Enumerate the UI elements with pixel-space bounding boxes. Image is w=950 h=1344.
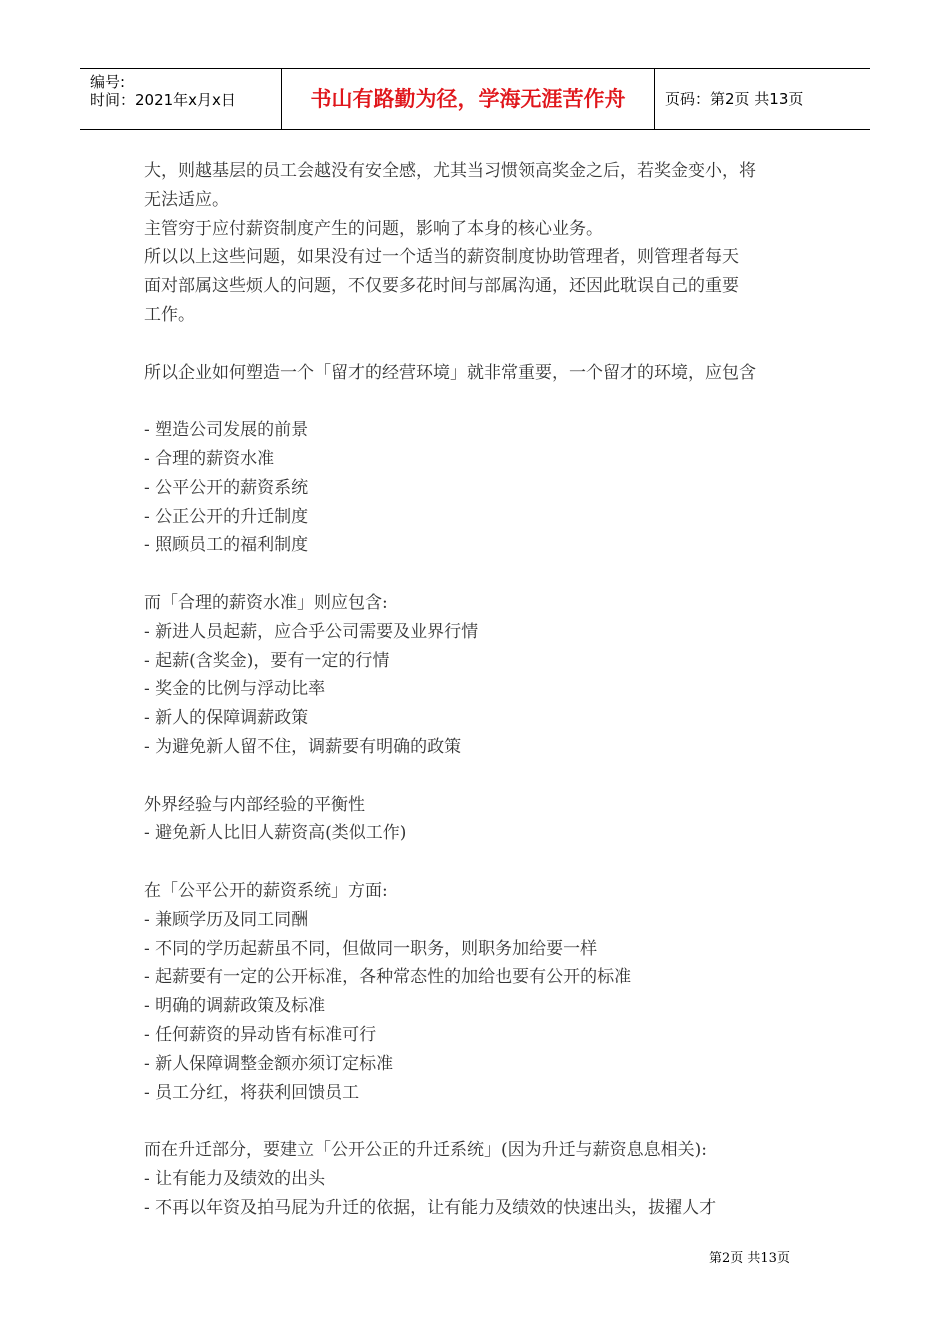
list-item: - 塑造公司发展的前景 bbox=[144, 420, 309, 441]
page-footer: 第2页 共13页 bbox=[709, 1251, 790, 1266]
list-item: - 任何薪资的异动皆有标准可行 bbox=[144, 1024, 377, 1045]
paragraph-line: 所以企业如何塑造一个「留才的经营环境」就非常重要，一个留才的环境，应包含 bbox=[144, 362, 756, 383]
blank-line bbox=[144, 848, 824, 877]
list-item: - 为避免新人留不住，调薪要有明确的政策 bbox=[144, 736, 462, 757]
document-number-label: 编号: bbox=[90, 73, 126, 91]
list-item: - 公平公开的薪资系统 bbox=[144, 477, 309, 498]
header-motto: 书山有路勤为径，学海无涯苦作舟 bbox=[282, 69, 655, 129]
list-item: - 让有能力及绩效的出头 bbox=[144, 1168, 326, 1189]
paragraph-line: 大，则越基层的员工会越没有安全感，尤其当习惯领高奖金之后，若奖金变小，将 bbox=[144, 161, 756, 181]
paragraph-line: 而「合理的薪资水准」则应包含: bbox=[144, 592, 388, 613]
blank-line bbox=[144, 330, 824, 359]
list-item: - 照顾员工的福利制度 bbox=[144, 535, 309, 556]
list-item: - 合理的薪资水准 bbox=[144, 448, 275, 469]
list-item: - 兼顾学历及同工同酬 bbox=[144, 909, 309, 930]
paragraph-line: 在「公平公开的薪资系统」方面: bbox=[144, 880, 388, 901]
paragraph-line: 面对部属这些烦人的问题，不仅要多花时间与部属沟通，还因此耽误自己的重要 bbox=[144, 276, 739, 297]
blank-line bbox=[144, 387, 824, 416]
blank-line bbox=[144, 762, 824, 791]
list-item: - 明确的调薪政策及标准 bbox=[144, 996, 326, 1017]
list-item: - 不再以年资及拍马屁为升迁的依据，让有能力及绩效的快速出头，拔擢人才 bbox=[144, 1197, 717, 1218]
document-body bbox=[144, 157, 824, 1222]
page-header bbox=[80, 68, 870, 130]
list-item: - 公正公开的升迁制度 bbox=[144, 506, 309, 527]
list-item: - 避免新人比旧人薪资高(类似工作) bbox=[144, 823, 407, 844]
header-page-info: 页码：第2页 共13页 bbox=[665, 90, 804, 108]
paragraph-line: 主管穷于应付薪资制度产生的问题，影响了本身的核心业务。 bbox=[144, 218, 603, 239]
paragraph-line: 而在升迁部分，要建立「公开公正的升迁系统」(因为升迁与薪资息息相关): bbox=[144, 1140, 707, 1161]
list-item: - 起薪要有一定的公开标准，各种常态性的加给也要有公开的标准 bbox=[144, 967, 632, 988]
blank-line bbox=[144, 1107, 824, 1136]
blank-line bbox=[144, 560, 824, 589]
paragraph-line: 所以以上这些问题，如果没有过一个适当的薪资制度协助管理者，则管理者每天 bbox=[144, 247, 739, 268]
paragraph-line: 无法适应。 bbox=[144, 189, 229, 210]
list-item: - 新进人员起薪，应合乎公司需要及业界行情 bbox=[144, 621, 479, 642]
list-item: - 新人的保障调薪政策 bbox=[144, 708, 309, 729]
list-item: - 起薪(含奖金)，要有一定的行情 bbox=[144, 650, 390, 671]
list-item: - 员工分红，将获利回馈员工 bbox=[144, 1082, 360, 1103]
document-date: 时间：2021年x月x日 bbox=[90, 91, 236, 109]
header-meta bbox=[80, 69, 282, 129]
list-item: - 不同的学历起薪虽不同，但做同一职务，则职务加给要一样 bbox=[144, 938, 598, 959]
paragraph-line: 工作。 bbox=[144, 304, 195, 325]
paragraph-line: 外界经验与内部经验的平衡性 bbox=[144, 794, 365, 815]
list-item: - 新人保障调整金额亦须订定标准 bbox=[144, 1053, 394, 1074]
list-item: - 奖金的比例与浮动比率 bbox=[144, 679, 326, 700]
